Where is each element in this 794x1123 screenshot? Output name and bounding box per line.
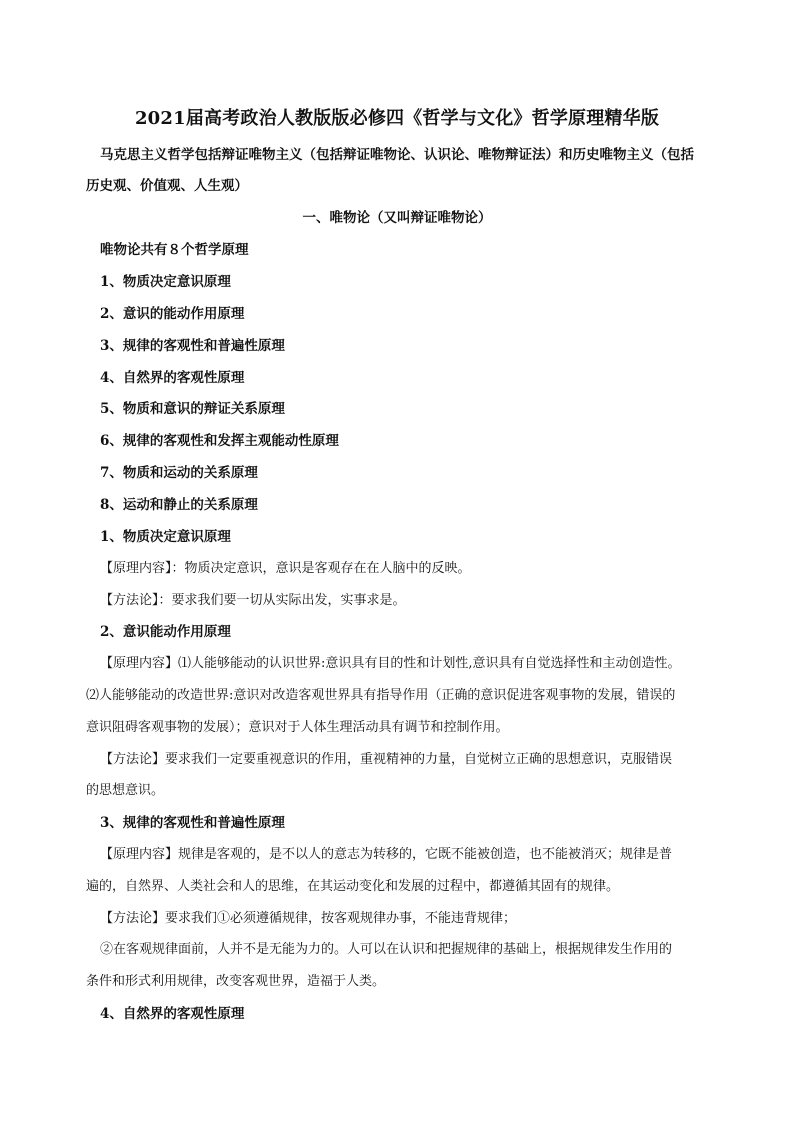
principle-2-content-line-2: ⑵人能够能动的改造世界:意识对改造客观世界具有指导作用（正确的意识促进客观事物的发展，错误的 (86, 688, 676, 703)
principle-3-method-line-1: 【方法论】要求我们①必须遵循规律，按客观规律办事，不能违背规律； (100, 911, 517, 926)
list-item: 1、物质决定意识原理 (100, 274, 231, 290)
summary-line: 唯物论共有８个哲学原理 (100, 242, 249, 258)
principle-3-heading: 3、规律的客观性和普遍性原理 (100, 815, 285, 831)
principle-1-heading: 1、物质决定意识原理 (100, 529, 231, 545)
list-item: 3、规律的客观性和普遍性原理 (100, 338, 285, 354)
list-item: 2、意识的能动作用原理 (100, 306, 245, 322)
principle-3-method-line-2: ②在客观规律面前，人并不是无能为力的。人可以在认识和把握规律的基础上，根据规律发生作用的 (100, 942, 673, 957)
principle-3-method-line-3: 条件和形式利用规律，改变客观世界，造福于人类。 (86, 974, 386, 989)
list-item: 7、物质和运动的关系原理 (100, 465, 258, 481)
principle-2-content-line-3: 意识阻碍客观事物的发展）；意识对于人体生理活动具有调节和控制作用。 (86, 720, 509, 735)
principle-1-method: 【方法论】：要求我们要一切从实际出发，实事求是。 (100, 593, 406, 608)
principle-2-method-line-2: 的思想意识。 (86, 783, 165, 798)
principle-3-content-line-1: 【原理内容】规律是客观的，是不以人的意志为转移的，它既不能被创造，也不能被消灭；规律是普 (100, 847, 673, 862)
principle-4-heading: 4、自然界的客观性原理 (100, 1006, 245, 1022)
principle-1-content: 【原理内容】：物质决定意识，意识是客观存在在人脑中的反映。 (100, 561, 471, 576)
principle-2-content-line-1: 【原理内容】⑴人能够能动的认识世界:意识具有目的性和计划性,意识具有自觉选择性和主动创造性。 (100, 656, 681, 671)
principle-2-method-line-1: 【方法论】要求我们一定要重视意识的作用，重视精神的力量，自觉树立正确的思想意识，克服错误 (100, 752, 673, 767)
list-item: 4、自然界的客观性原理 (100, 370, 245, 386)
section-title: 一、唯物论（又叫辩证唯物论） (302, 210, 492, 226)
document-title: 2021届高考政治人教版版必修四《哲学与文化》哲学原理精华版 (134, 108, 660, 129)
intro-line-2: 历史观、价值观、人生观） (86, 178, 248, 194)
intro-line-1: 马克思主义哲学包括辩证唯物主义（包括辩证唯物论、认识论、唯物辩证法）和历史唯物主义（包括 (100, 147, 694, 163)
list-item: 8、运动和静止的关系原理 (100, 497, 258, 513)
list-item: 5、物质和意识的辩证关系原理 (100, 401, 285, 417)
list-item: 6、规律的客观性和发挥主观能动性原理 (100, 433, 339, 449)
principle-2-heading: 2、意识能动作用原理 (100, 624, 231, 640)
principle-3-content-line-2: 遍的，自然界、人类社会和人的思维，在其运动变化和发展的过程中，都遵循其固有的规律。 (86, 879, 620, 894)
